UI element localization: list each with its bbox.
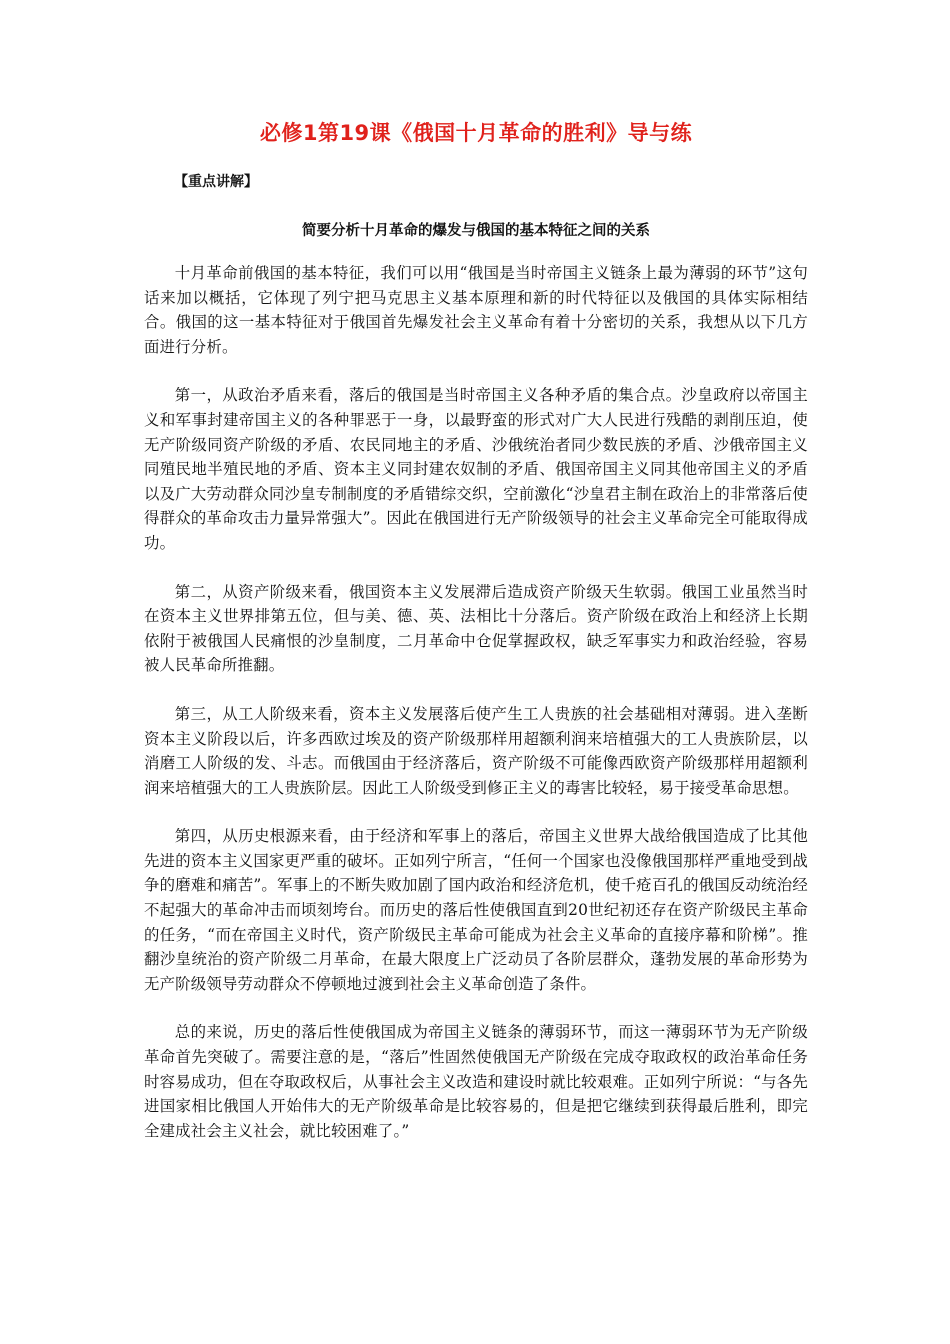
paragraph-first: 第一，从政治矛盾来看，落后的俄国是当时帝国主义各种矛盾的集合点。沙皇政府以帝国主义和军事封建帝国主义的各种罪恶于一身，以最野蛮的形式对广大人民进行残酷的剥削压迫，使无产阶级同资产阶级的矛盾、农民同地主的矛盾、沙俄统治者同少数民族的矛盾、沙俄帝国主义同殖民地半殖民地的矛盾、资本主义同封建农奴制的矛盾、俄国帝国主义同其他帝国主义的矛盾以及广大劳动群众同沙皇专制制度的矛盾错综交织，空前激化“沙皇君主制在政治上的非常落后使得群众的革命攻击力量异常强大”。因此在俄国进行无产阶级领导的社会主义革命完全可能取得成功。 [144,386,808,552]
paragraph-summary: 总的来说，历史的落后性使俄国成为帝国主义链条的薄弱环节，而这一薄弱环节为无产阶级革命首先突破了。需要注意的是，“落后”性固然使俄国无产阶级在完成夺取政权的政治革命任务时容易成功，但在夺取政权后，从事社会主义改造和建设时就比较艰难。正如列宁所说：“与各先进国家相比俄国人开始伟大的无产阶级革命是比较容易的，但是把它继续到获得最后胜利，即完全建成社会主义社会，就比较困难了。” [144,1023,808,1140]
document-title: 必修1第19课《俄国十月革命的胜利》导与练 [259,121,693,145]
paragraph-intro: 十月革命前俄国的基本特征，我们可以用“俄国是当时帝国主义链条上最为薄弱的环节”这句话来加以概括，它体现了列宁把马克思主义基本原理和新的时代特征以及俄国的具体实际相结合。俄国的这一基本特征对于俄国首先爆发社会主义革命有着十分密切的关系，我想从以下几方面进行分析。 [144,264,808,356]
paragraph-fourth: 第四，从历史根源来看，由于经济和军事上的落后，帝国主义世界大战给俄国造成了比其他先进的资本主义国家更严重的破坏。正如列宁所言，“任何一个国家也没像俄国那样严重地受到战争的磨难和痛苦”。军事上的不断失败加剧了国内政治和经济危机，使千疮百孔的俄国反动统治经不起强大的革命冲击而顷刻垮台。而历史的落后性使俄国直到20世纪初还存在资产阶级民主革命的任务，“而在帝国主义时代，资产阶级民主革命可能成为社会主义革命的直接序幕和阶梯”。推翻沙皇统治的资产阶级二月革命，在最大限度上广泛动员了各阶层群众，蓬勃发展的革命形势为无产阶级领导劳动群众不停顿地过渡到社会主义革命创造了条件。 [144,827,808,993]
article-subtitle: 简要分析十月革命的爆发与俄国的基本特征之间的关系 [302,223,650,239]
paragraph-second: 第二，从资产阶级来看，俄国资本主义发展滞后造成资产阶级天生软弱。俄国工业虽然当时在资本主义世界排第五位，但与美、德、英、法相比十分落后。资产阶级在政治上和经济上长期依附于被俄国人民痛恨的沙皇制度，二月革命中仓促掌握政权，缺乏军事实力和政治经验，容易被人民革命所推翻。 [144,582,808,675]
section-heading: 【重点讲解】 [174,174,258,190]
paragraph-third: 第三，从工人阶级来看，资本主义发展落后使产生工人贵族的社会基础相对薄弱。进入垄断资本主义阶段以后，许多西欧过埃及的资产阶级那样用超额利润来培植强大的工人贵族阶层，以消磨工人阶级的发、斗志。而俄国由于经济落后，资产阶级不可能像西欧资产阶级那样用超额利润来培植强大的工人贵族阶层。因此工人阶级受到修正主义的毒害比较轻，易于接受革命思想。 [144,704,808,797]
document-body [144,118,808,1167]
